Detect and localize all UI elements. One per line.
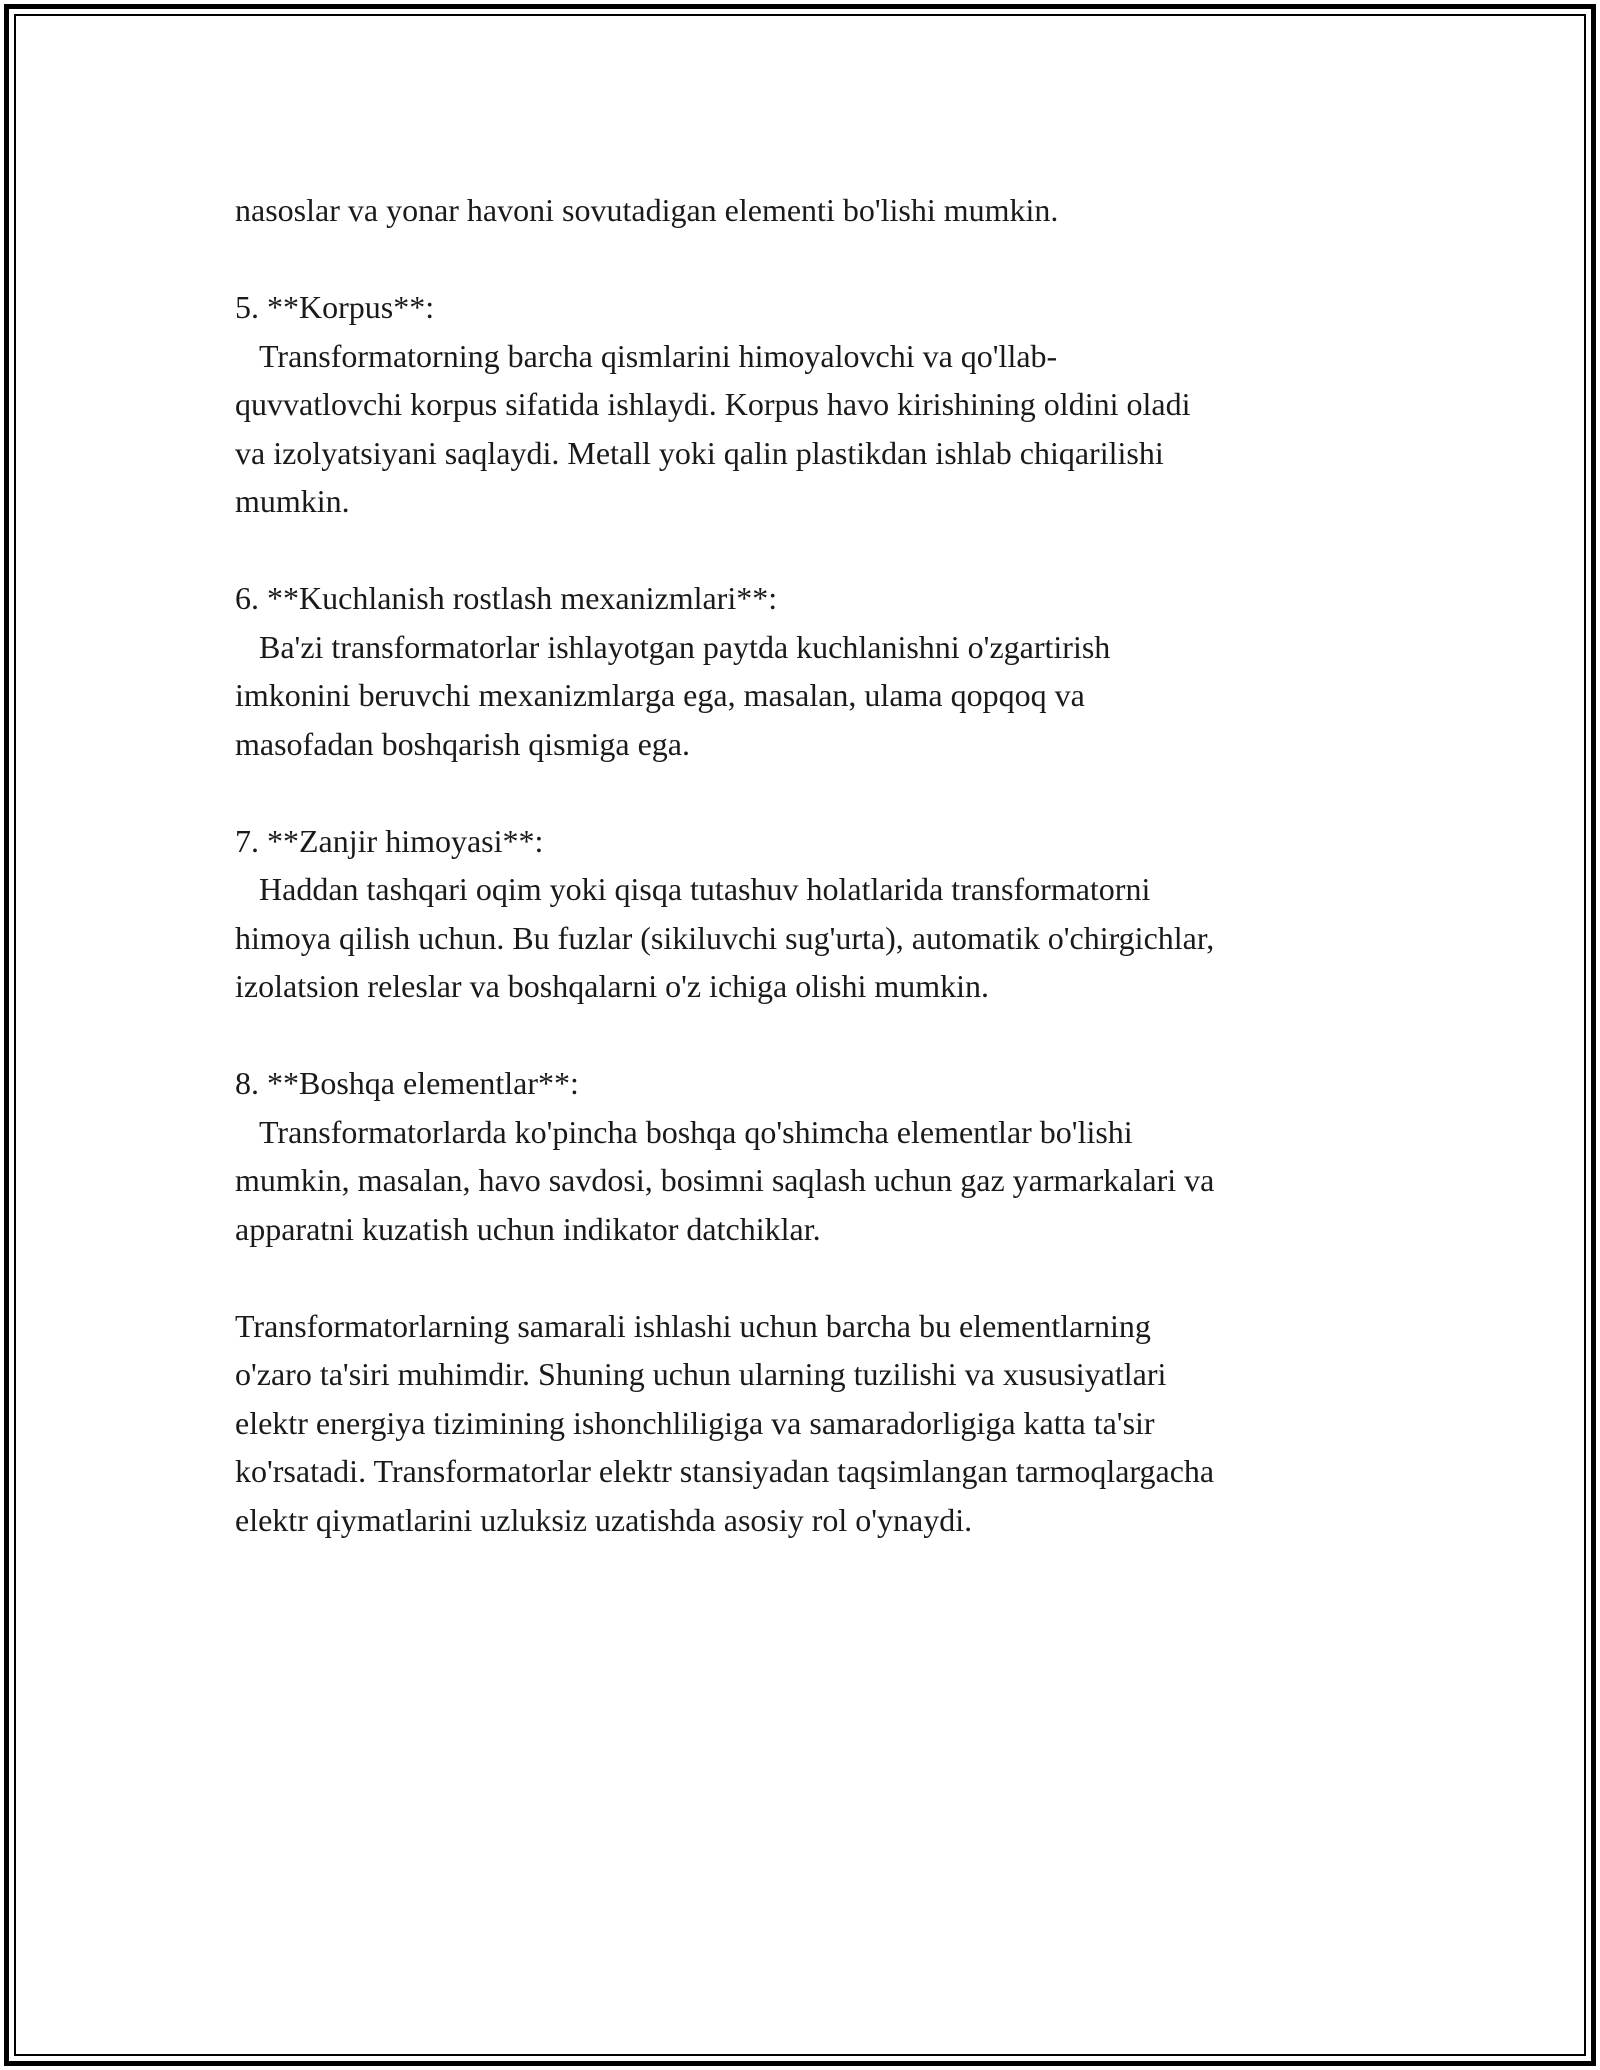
- section-heading-kuchlanish: 6. **Kuchlanish rostlash mexanizmlari**:: [235, 580, 778, 616]
- section-heading-korpus: 5. **Korpus**:: [235, 289, 435, 325]
- paragraph-gap: [235, 1253, 1375, 1302]
- paragraph-gap: [235, 235, 1375, 284]
- section-body-kuchlanish: Ba'zi transformatorlar ishlayotgan paytda kuchlanishni o'zgartirish imkonini beruvchi mexanizmlarga ega, masalan, ulama qopqoq va masofadan boshqarish qismiga ega.: [235, 628, 1111, 762]
- intro-line: nasoslar va yonar havoni sovutadigan elementi bo'lishi mumkin.: [235, 192, 1059, 228]
- conclusion-paragraph: Transformatorlarning samarali ishlashi uchun barcha bu elementlarning o'zaro ta'siri muhimdir. Shuning uchun ularning tuzilishi va xususiyatlari elektr energiya tizimining ishonchliligiga va samaradorligiga katta ta'sir ko'rsatadi. Transformatorlar elektr stansiyadan taqsimlangan tarmoqlargacha elektr qiymatlarini uzluksiz uzatishda asosiy rol o'ynaydi.: [235, 1307, 1215, 1538]
- section-heading-zanjir: 7. **Zanjir himoyasi**:: [235, 822, 544, 859]
- section-body-zanjir: Haddan tashqari oqim yoki qisqa tutashuv holatlarida transformatorni himoya qilish uchun. Bu fuzlar (sikiluvchi sug'urta), automatik o'chirgichlar, izolatsion releslar va boshqalarni o'z ichiga olishi mumkin.: [235, 871, 1215, 1004]
- section-body-korpus: Transformatorning barcha qismlarini himoyalovchi va qo'llab- quvvatlovchi korpus sifatida ishlaydi. Korpus havo kirishining oldini oladi va izolyatsiyani saqlaydi. Metall yoki qalin plastikdan ishlab chiqarilishi mumkin.: [235, 337, 1191, 519]
- paragraph-gap: [235, 768, 1375, 817]
- paragraph-gap: [235, 526, 1375, 575]
- section-heading-boshqa: 8. **Boshqa elementlar**:: [235, 1065, 579, 1101]
- document-body: [235, 186, 1375, 1544]
- paragraph-gap: [235, 1011, 1375, 1060]
- section-body-boshqa: Transformatorlarda ko'pincha boshqa qo'shimcha elementlar bo'lishi mumkin, masalan, havo savdosi, bosimni saqlash uchun gaz yarmarkalari va apparatni kuzatish uchun indikator datchiklar.: [235, 1113, 1215, 1247]
